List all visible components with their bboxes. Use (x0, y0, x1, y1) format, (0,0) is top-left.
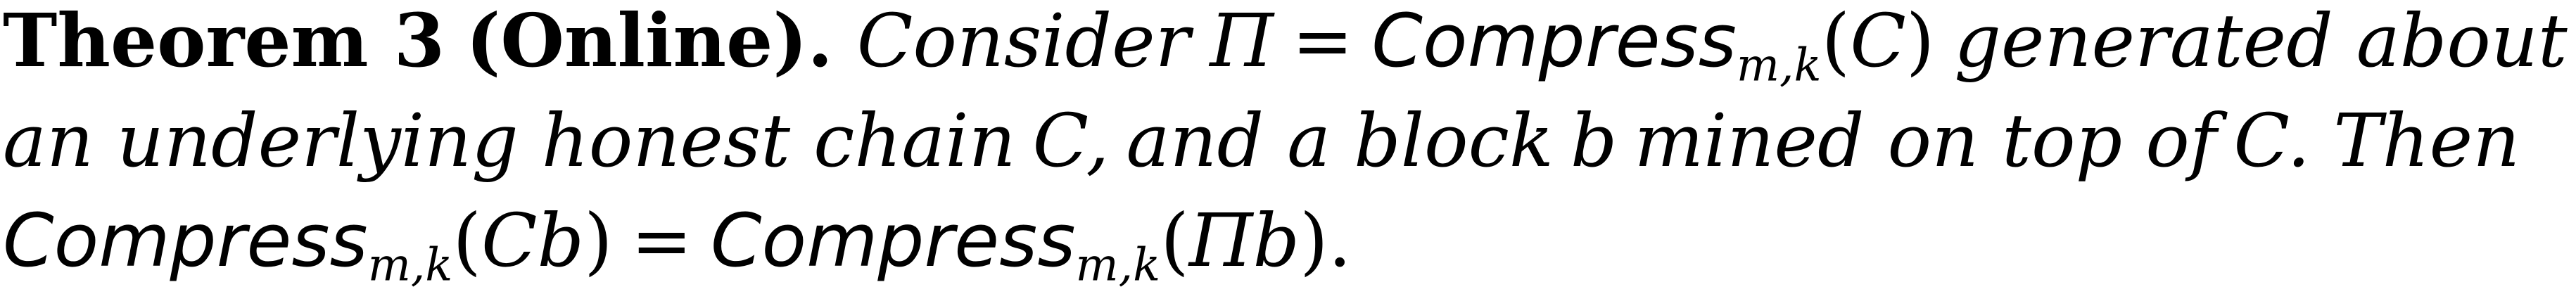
theorem-line-1 (3, 0, 2568, 92)
pi-symbol: Π (1210, 0, 1274, 84)
generated-about-text: generated about (1954, 0, 2568, 84)
then-text: . Then (2287, 98, 2520, 184)
close-paren: ) (584, 198, 613, 283)
block-symbol: b (1570, 98, 1618, 184)
comma: , (1086, 98, 1110, 184)
mined-on-top-text: mined on top of (1634, 98, 2217, 184)
compress-subscript: m,k (1075, 238, 1161, 292)
open-paren: ( (1160, 198, 1189, 283)
theorem-line-3 (3, 198, 1352, 292)
theorem-label: Theorem 3 (3, 0, 445, 84)
underlying-chain-text: an underlying honest chain (3, 98, 1016, 184)
chain-symbol: C (1032, 98, 1086, 184)
theorem-line-2 (3, 98, 2520, 184)
compress-function: Compress (710, 198, 1076, 283)
open-paren: ( (1821, 0, 1851, 84)
compress-function: Compress (3, 198, 368, 283)
equals-sign: = (1292, 0, 1354, 84)
and-a-block-text: and a block (1126, 98, 1554, 184)
theorem-title: (Online). (466, 0, 833, 84)
chain-symbol: C (1850, 0, 1906, 84)
open-paren: ( (452, 198, 481, 283)
chain-symbol: C (2233, 98, 2288, 184)
close-paren: ) (1300, 198, 1328, 283)
close-paren: ) (1905, 0, 1935, 84)
compress-subscript: m,k (367, 238, 453, 292)
compress-subscript: m,k (1736, 39, 1822, 92)
chain-block-symbol: Cb (481, 198, 585, 283)
equals-sign: = (630, 198, 692, 283)
pi-block-symbol: Πb (1188, 198, 1300, 283)
compress-function: Compress (1371, 0, 1737, 84)
consider-text: Consider (856, 0, 1191, 84)
final-period: . (1328, 198, 1352, 283)
